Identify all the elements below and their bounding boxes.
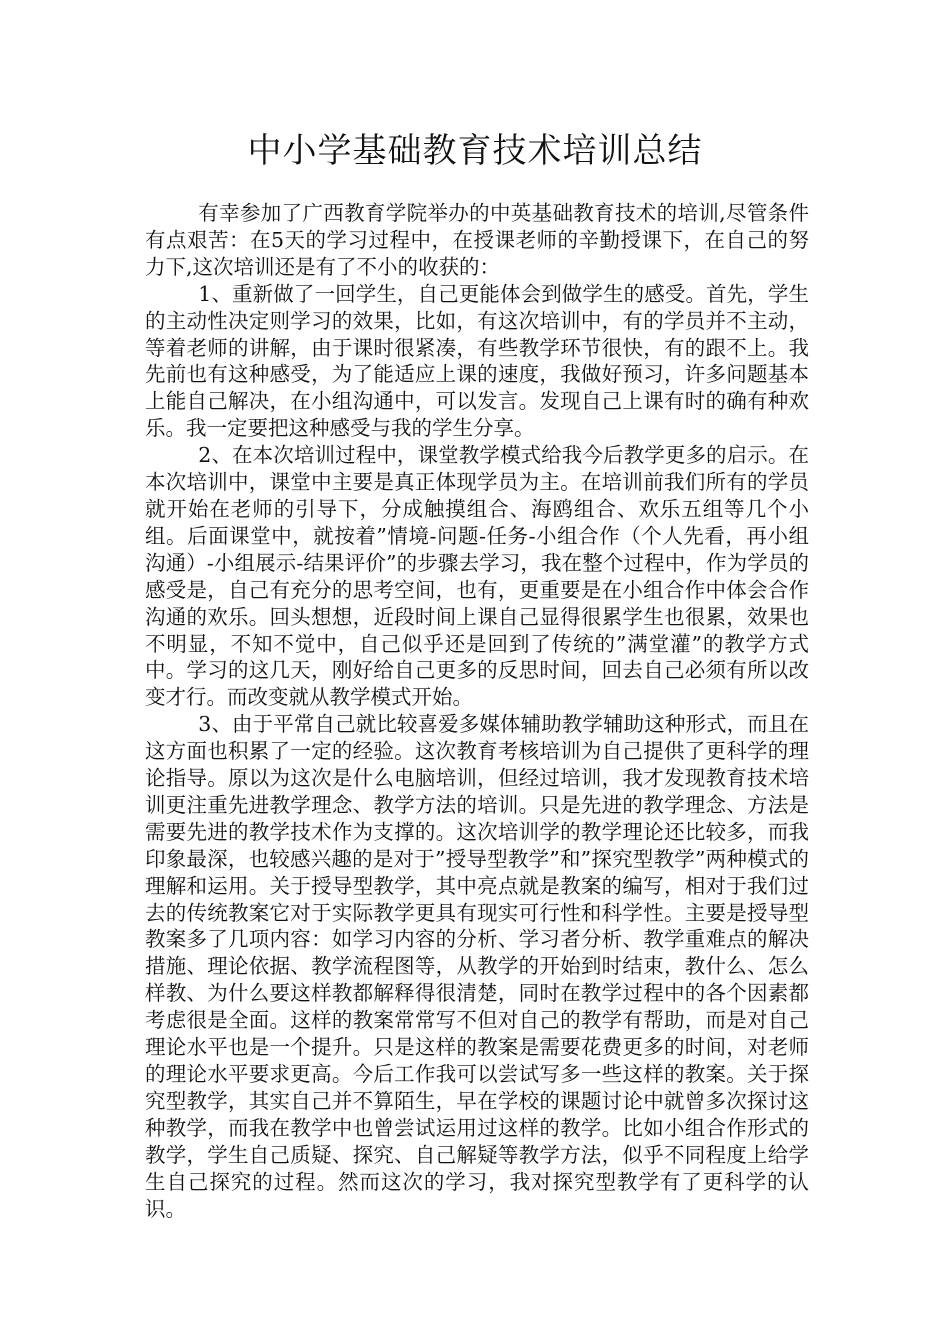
paragraph-point-2: 2、在本次培训过程中，课堂教学模式给我今后教学更多的启示。在本次培训中，课堂中主要是真正体现学员为主。在培训前我们所有的学员就开始在老师的引导下，分成触摸组合、海鸥组合、欢乐五组等几个小组。后面课堂中，就按着”情境-问题-任务-小组合作（个人先看，再小组沟通）-小组展示-结果评价”的步骤去学习，我在整个过程中，作为学员的感受是，自己有充分的思考空间，也有，更重要是在小组合作中体会合作沟通的欢乐。回头想想，近段时间上课自己显得很累学生也很累，效果也不明显，不知不觉中，自己似乎还是回到了传统的”满堂灌”的教学方式中。学习的这几天，刚好给自己更多的反思时间，回去自己必须有所以改变才行。而改变就从教学模式开始。: [145, 443, 809, 710]
paragraph-point-3: 3、由于平常自己就比较喜爱多媒体辅助教学辅助这种形式，而且在这方面也积累了一定的经验。这次教育考核培训为自己提供了更科学的理论指导。原以为这次是什么电脑培训，但经过培训，我才发现教育技术培训更注重先进教学理念、教学方法的培训。只是先进的教学理念、方法是需要先进的教学技术作为支撑的。这次培训学的教学理论还比较多，而我印象最深，也较感兴趣的是对于”授导型教学”和”探究型教学”两种模式的理解和运用。关于授导型教学，其中亮点就是教案的编写，相对于我们过去的传统教案它对于实际教学更具有现实可行性和科学性。主要是授导型教案多了几项内容：如学习内容的分析、学习者分析、教学重难点的解决措施、理论依据、教学流程图等，从教学的开始到时结束，教什么、怎么样教、为什么要这样教都解释得很清楚，同时在教学过程中的各个因素都考虑很是全面。这样的教案常常写不但对自己的教学有帮助，而是对自己理论水平也是一个提升。只是这样的教案是需要花费更多的时间，对老师的理论水平要求更高。今后工作我可以尝试写多一些这样的教案。关于探究型教学，其实自己并不算陌生，早在学校的课题讨论中就曾多次探讨这种教学，而我在教学中也曾尝试运用过这样的教学。比如小组合作形式的教学，学生自己质疑、探究、自己解疑等教学方法，似乎不同程度上给学生自己探究的过程。然而这次的学习，我对探究型教学有了更科学的认识。: [145, 712, 809, 1221]
paragraph-point-1: 1、重新做了一回学生，自己更能体会到做学生的感受。首先，学生的主动性决定则学习的效果，比如，有这次培训中，有的学员并不主动，等着老师的讲解，由于课时很紧凑，有些教学环节很快，有的跟不上。我先前也有这种感受，为了能适应上课的速度，我做好预习，许多问题基本上能自己解决，在小组沟通中，可以发言。发现自己上课有时的确有种欢乐。我一定要把这种感受与我的学生分享。: [145, 281, 809, 441]
document-title: 中小学基础教育技术培训总结: [247, 131, 703, 171]
document-body: [145, 200, 809, 1222]
paragraph-intro: 有幸参加了广西教育学院举办的中英基础教育技术的培训,尽管条件有点艰苦：在5天的学习过程中，在授课老师的辛勤授课下，在自己的努力下,这次培训还是有了不小的收获的：: [145, 201, 809, 279]
